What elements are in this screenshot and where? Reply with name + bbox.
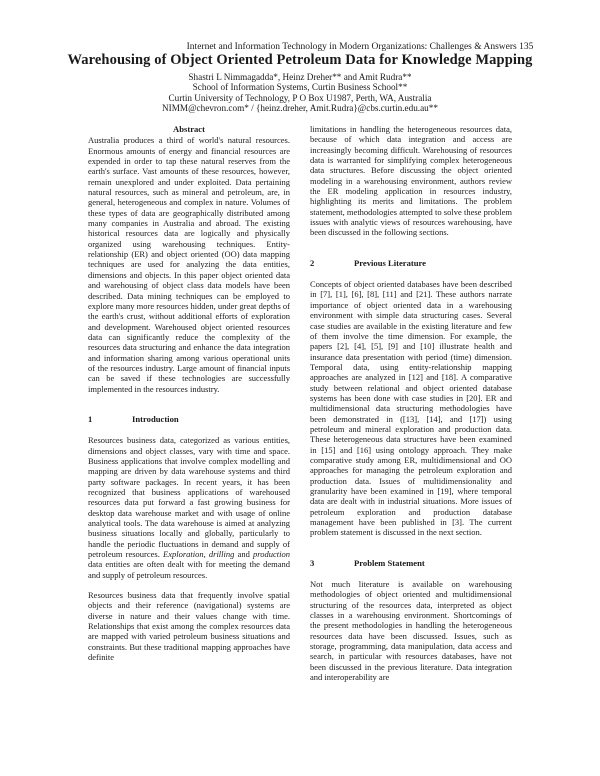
author-names: Shastri L Nimmagadda*, Heinz Dreher** and Amit Rudra** bbox=[188, 72, 412, 82]
section-2-number: 2 bbox=[310, 257, 315, 268]
section-1-number: 1 bbox=[88, 413, 93, 424]
author-address: Curtin University of Technology, P O Box U1987, Perth, WA, Australia bbox=[168, 92, 432, 103]
author-school: School of Information Systems, Curtin Business School** bbox=[192, 82, 408, 93]
right-column bbox=[310, 124, 512, 683]
intro-paragraph-2: Resources business data that frequently involve spatial objects and their reference (navigational) systems are diverse in nature and their values change with time. Relationships that exist among the complex resources data are mapped with varied petroleum business situations and constraints. But these traditional mapping approaches have definite bbox=[88, 590, 290, 663]
section-1-heading bbox=[88, 414, 290, 424]
intro-continuation: limitations in handling the heterogeneous resources data, because of which data integration and access are increasingly becoming difficult. Warehousing of resources data is warranted for simplifying complex heterogeneous data structures. Before discussing the object oriented modeling in a warehousing environment, authors review the ER modeling application in resources industry, highlighting its merits and limitations. The problem statement, methodologies attempted to solve these problem issues with analytic views of resources warehousing, have been discussed in the following sections. bbox=[310, 124, 512, 238]
section-2-heading bbox=[310, 258, 512, 268]
paper-title: Warehousing of Object Oriented Petroleum Data for Knowledge Mapping bbox=[67, 52, 533, 68]
author-emails: NIMM@chevron.com* / {heinz.dreher, Amit.Rudra}@cbs.curtin.edu.au** bbox=[162, 103, 438, 114]
section-3-number: 3 bbox=[310, 557, 315, 568]
abstract-heading: Abstract bbox=[173, 124, 205, 134]
author-block bbox=[0, 72, 600, 114]
section-2-text: Concepts of object oriented databases have been described in [7], [1], [6], [8], [11] and [21]. These authors narrate importance of object oriented data in a warehousing environment with simple data structuring cases. Several case studies are available in the existing literature and few of them involve the time dimension. For example, the papers [2], [4], [5], [9] and [10] illustrate health and insurance data presentation with period (time) dimension. Temporal data, using entity-relationship mapping approaches are analyzed in [12] and [18]. A comparative study between relational and object oriented database systems has been done with case studies in [20]. ER and multidimensional data structuring methodologies have been demonstrated in ([13], [14], and [17]) using petroleum and mineral exploration and production data. These heterogeneous data structures have been examined in [15] and [16] using ontology approach. They make comparative study among ER, multidimensional and OO approaches for managing the petroleum exploration and production data. Issues of multidimensionality and granularity have been examined in [19], where temporal data are dealt with in industrial situations. More issues of petroleum exploration and production database management have been published in [3]. The current problem statement is discussed in the next section. bbox=[310, 279, 512, 538]
section-3-text: Not much literature is available on warehousing methodologies of object oriented and multidimensional structuring of the resources data, interpreted as object classes in a warehousing environment. Shortcomings of the present methodologies in handling the heterogeneous resources data have been discussed. Issues, such as storage, programming, data manipulation, data access and search, in particular with resources databases, have not been discussed in the previous literature. Data integration and interoperability are bbox=[310, 579, 512, 683]
running-head-text: Internet and Information Technology in Modern Organizations: Challenges & Answers 135 bbox=[186, 42, 534, 52]
section-3-heading bbox=[310, 558, 512, 568]
intro-paragraph-1: Resources business data, categorized as various entities, dimensions and object classes, vary with time and space. Business applications that involve complex modelling and mapping are driven by data warehouse systems and third party software packages. In recent years, it has been recognized that business applications of warehoused resources data put forward a fast growing business for desktop data warehouse market and with usage of online analytical tools. The data warehouse is aimed at analyzing business situations locally and globally, particularly to handle the periodic fluctuations in demand and supply of petroleum resources. Exploration, drilling and production data entities are often dealt with for meeting the demand and supply of petroleum resources. bbox=[88, 435, 290, 580]
section-1-title: Introduction bbox=[132, 413, 179, 424]
section-3-title: Problem Statement bbox=[354, 557, 425, 568]
left-column bbox=[88, 124, 290, 663]
section-2-title: Previous Literature bbox=[354, 257, 426, 268]
abstract-text: Australia produces a third of world's natural resources. Enormous amounts of energy and financial resources are expended in order to tap these natural reserves from the earth's surface. Vast amounts of these resources, however, remain unexplored and under exploited. Data pertaining natural resources, such as mineral and petroleum, are, in general, heterogeneous and complex in nature. Volumes of these types of data are geographically distributed among many companies in Australia and abroad. The existing historical resources data are logically and physically organized using warehousing techniques. Entity-relationship (ER) and object oriented (OO) data mapping techniques are used for analyzing the data entities, dimensions and objects. In this paper object oriented data and warehousing of object class data models have been described. Data mining techniques can be employed to explore many more resources hidden, under great depths of the earth's crust, without additional efforts of exploration and development. Warehoused object oriented resources data can significantly reduce the complexity of the resources data structuring and enhance the data integration and information sharing among various operational units of the resources industry. Large amount of financial inputs can be saved if these technologies are successfully implemented in the resources industry. bbox=[88, 135, 290, 394]
running-head bbox=[0, 42, 600, 52]
